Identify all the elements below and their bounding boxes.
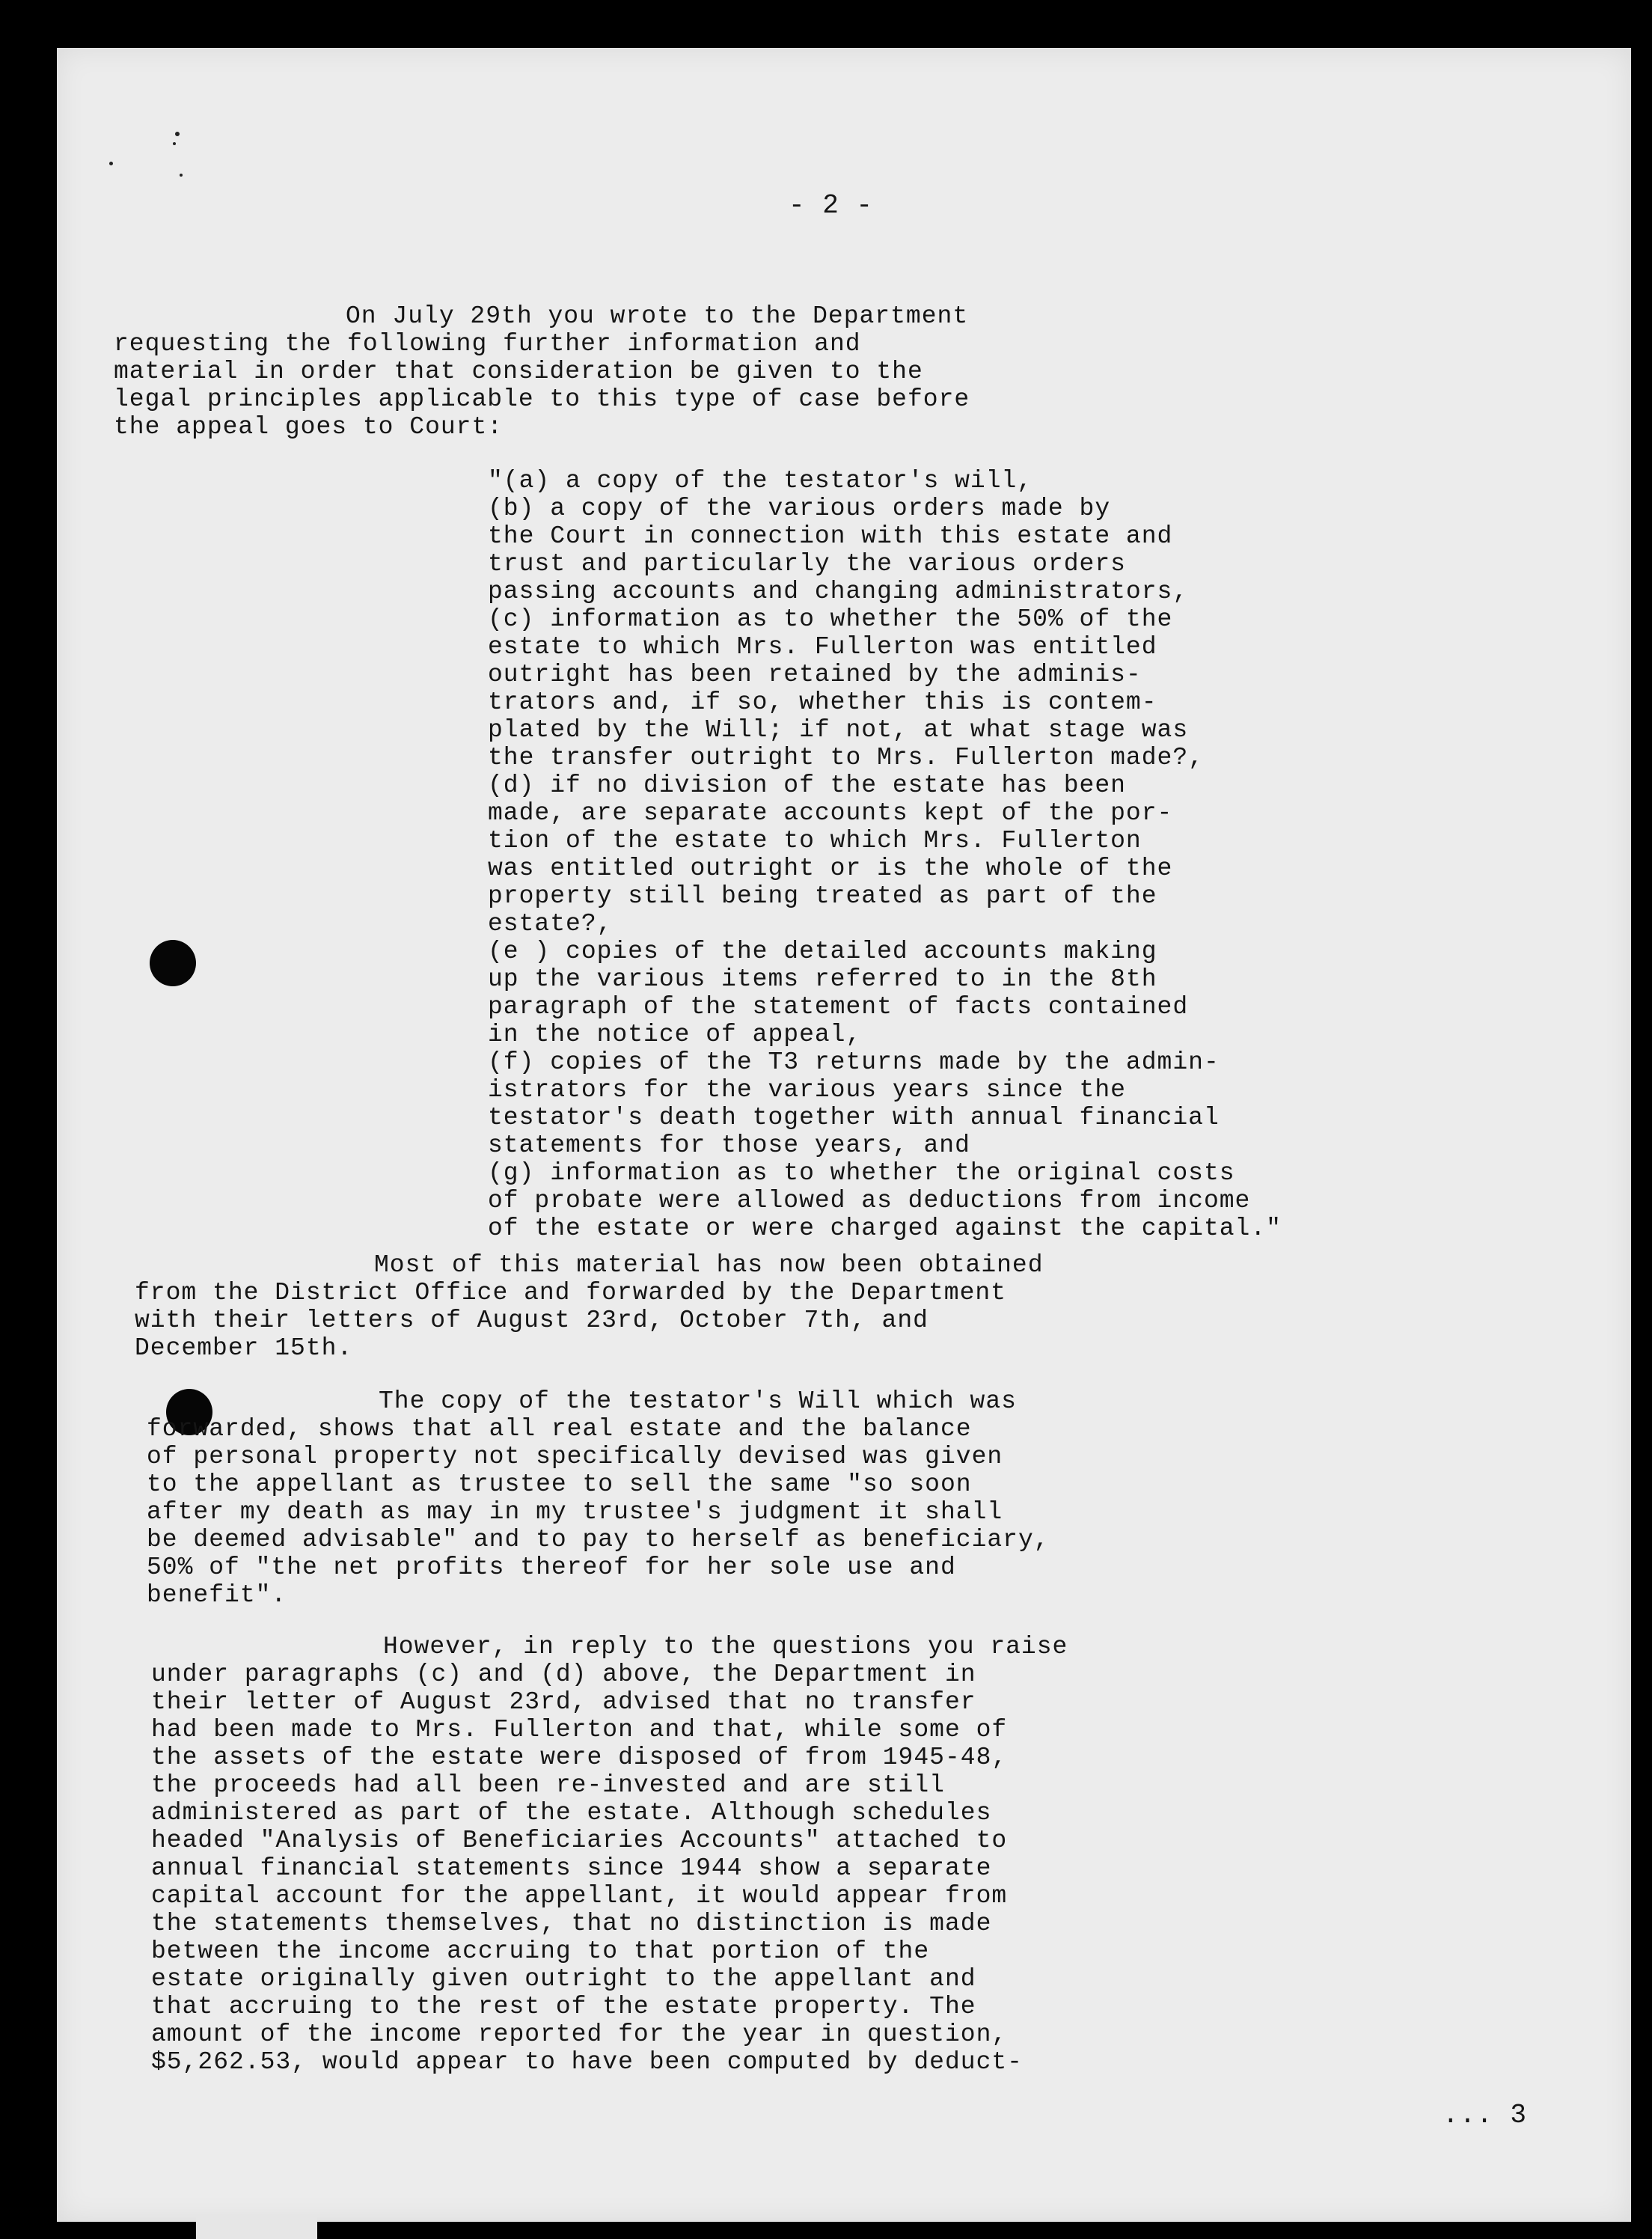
paragraph-request-text: On July 29th you wrote to the Department requesting the following further information and material in order that consideration be given to the legal principles applicable to this type of case before the appeal goes to Court: — [114, 302, 970, 441]
scan-edge-label — [196, 2217, 317, 2239]
paragraph-request — [114, 302, 970, 441]
paragraph-text: However, in reply to the questions you raise under paragraphs (c) and (d) above, the Department in their letter of August 23rd, advised that no transfer had been made to Mrs. Fullerton and that, while some of the assets of the estate were disposed of from 1945-48, the proceeds had all been re-invested and are still administered as part of the estate. Although schedules headed "Analysis of Beneficiaries Accounts" attached to annual financial statements since 1944 show a separate capital account for the appellant, it would appear from the statements themselves, that no distinction is made between the income accruing to that portion of the estate originally given outright to the appellant and that accruing to the rest of the estate property. The amount of the income reported for the year in question, $5,262.53, would appear to have been computed by deduct- — [151, 1633, 1068, 2076]
paragraph-text: The copy of the testator's Will which was forwarded, shows that all real estate and the balance of personal property not specifically devised was given to the appellant as trustee to sell the same "so soon after my death as may in my trustee's judgment it shall be deemed advisable" and to pay to herself as beneficiary, 50% of "the net profits thereof for her sole use and benefit". — [147, 1387, 1050, 1609]
paragraph-material-obtained — [135, 1251, 1044, 1362]
punch-hole-top — [150, 940, 196, 986]
paragraph-text: Most of this material has now been obtained from the District Office and forwarded by the Department with their letters of August 23rd, October 7th, and December 15th. — [135, 1251, 1044, 1362]
paragraph-will-provisions — [147, 1387, 1050, 1609]
quoted-request-list: "(a) a copy of the testator's will, (b) a copy of the various orders made by the Court in connection with this estate and trust and particularly the various orders passing accounts and changing administrators, (c) information as to whether the 50% of the estate to which Mrs. Fullerton was entitled outright has been retained by the adminis- trators and, if so, whether this is contem- plated by the Will; if not, at what stage was the transfer outright to Mrs. Fullerton made?, (d) if no division of the estate has been made, are separate accounts kept of the por- tion of the estate to which Mrs. Fullerton was entitled outright or is the whole of the property still being treated as part of the estate?, (e ) copies of the detailed accounts making up the various items referred to in the 8th paragraph of the statement of facts contained in the notice of appeal, (f) copies of the T3 returns made by the admin- istrators for the various years since the testator's death together with annual financial statements for those years, and (g) information as to whether the original costs of probate were allowed as deductions from income of the estate or were charged against the capital." — [488, 467, 1282, 1242]
page-number: - 2 - — [789, 190, 874, 221]
continuation-marker: ... 3 — [1443, 2100, 1528, 2130]
paragraph-department-reply — [151, 1633, 1068, 2076]
